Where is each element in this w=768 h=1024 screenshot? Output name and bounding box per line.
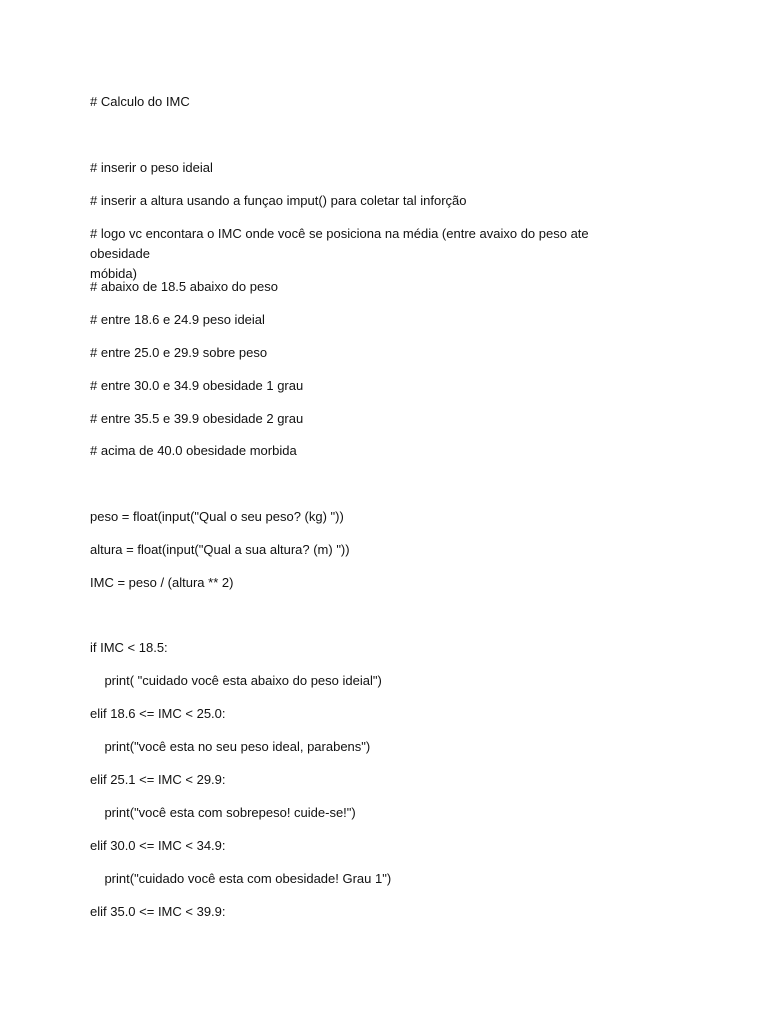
text-line: # entre 18.6 e 24.9 peso ideial <box>90 312 265 327</box>
text-line: print("cuidado você esta com obesidade! Grau 1") <box>90 871 392 886</box>
text-line: # entre 25.0 e 29.9 sobre peso <box>90 345 268 360</box>
text-line: print( "cuidado você esta abaixo do peso ideial") <box>90 673 382 688</box>
text-line: # Calculo do IMC <box>90 94 190 109</box>
text-line: # logo vc encontara o IMC onde você se posiciona na média (entre avaixo do peso ate obesidade móbida) <box>90 226 589 281</box>
text-line: if IMC < 18.5: <box>90 640 168 655</box>
text-line: elif 18.6 <= IMC < 25.0: <box>90 706 226 721</box>
text-line: altura = float(input("Qual a sua altura? (m) ")) <box>90 542 350 557</box>
text-line: # acima de 40.0 obesidade morbida <box>90 443 297 458</box>
text-line: elif 35.0 <= IMC < 39.9: <box>90 904 226 919</box>
text-line: print("você esta no seu peso ideal, parabens") <box>90 739 371 754</box>
text-line: elif 30.0 <= IMC < 34.9: <box>90 838 226 853</box>
text-line: # entre 30.0 e 34.9 obesidade 1 grau <box>90 378 304 393</box>
text-line: # abaixo de 18.5 abaixo do peso <box>90 279 278 294</box>
text-line: elif 25.1 <= IMC < 29.9: <box>90 772 226 787</box>
text-line: # entre 35.5 e 39.9 obesidade 2 grau <box>90 411 304 426</box>
text-line: # inserir a altura usando a funçao imput() para coletar tal inforção <box>90 193 467 208</box>
text-line: # inserir o peso ideial <box>90 160 213 175</box>
text-line: IMC = peso / (altura ** 2) <box>90 575 234 590</box>
text-line: peso = float(input("Qual o seu peso? (kg) ")) <box>90 509 344 524</box>
text-line: print("você esta com sobrepeso! cuide-se!") <box>90 805 356 820</box>
